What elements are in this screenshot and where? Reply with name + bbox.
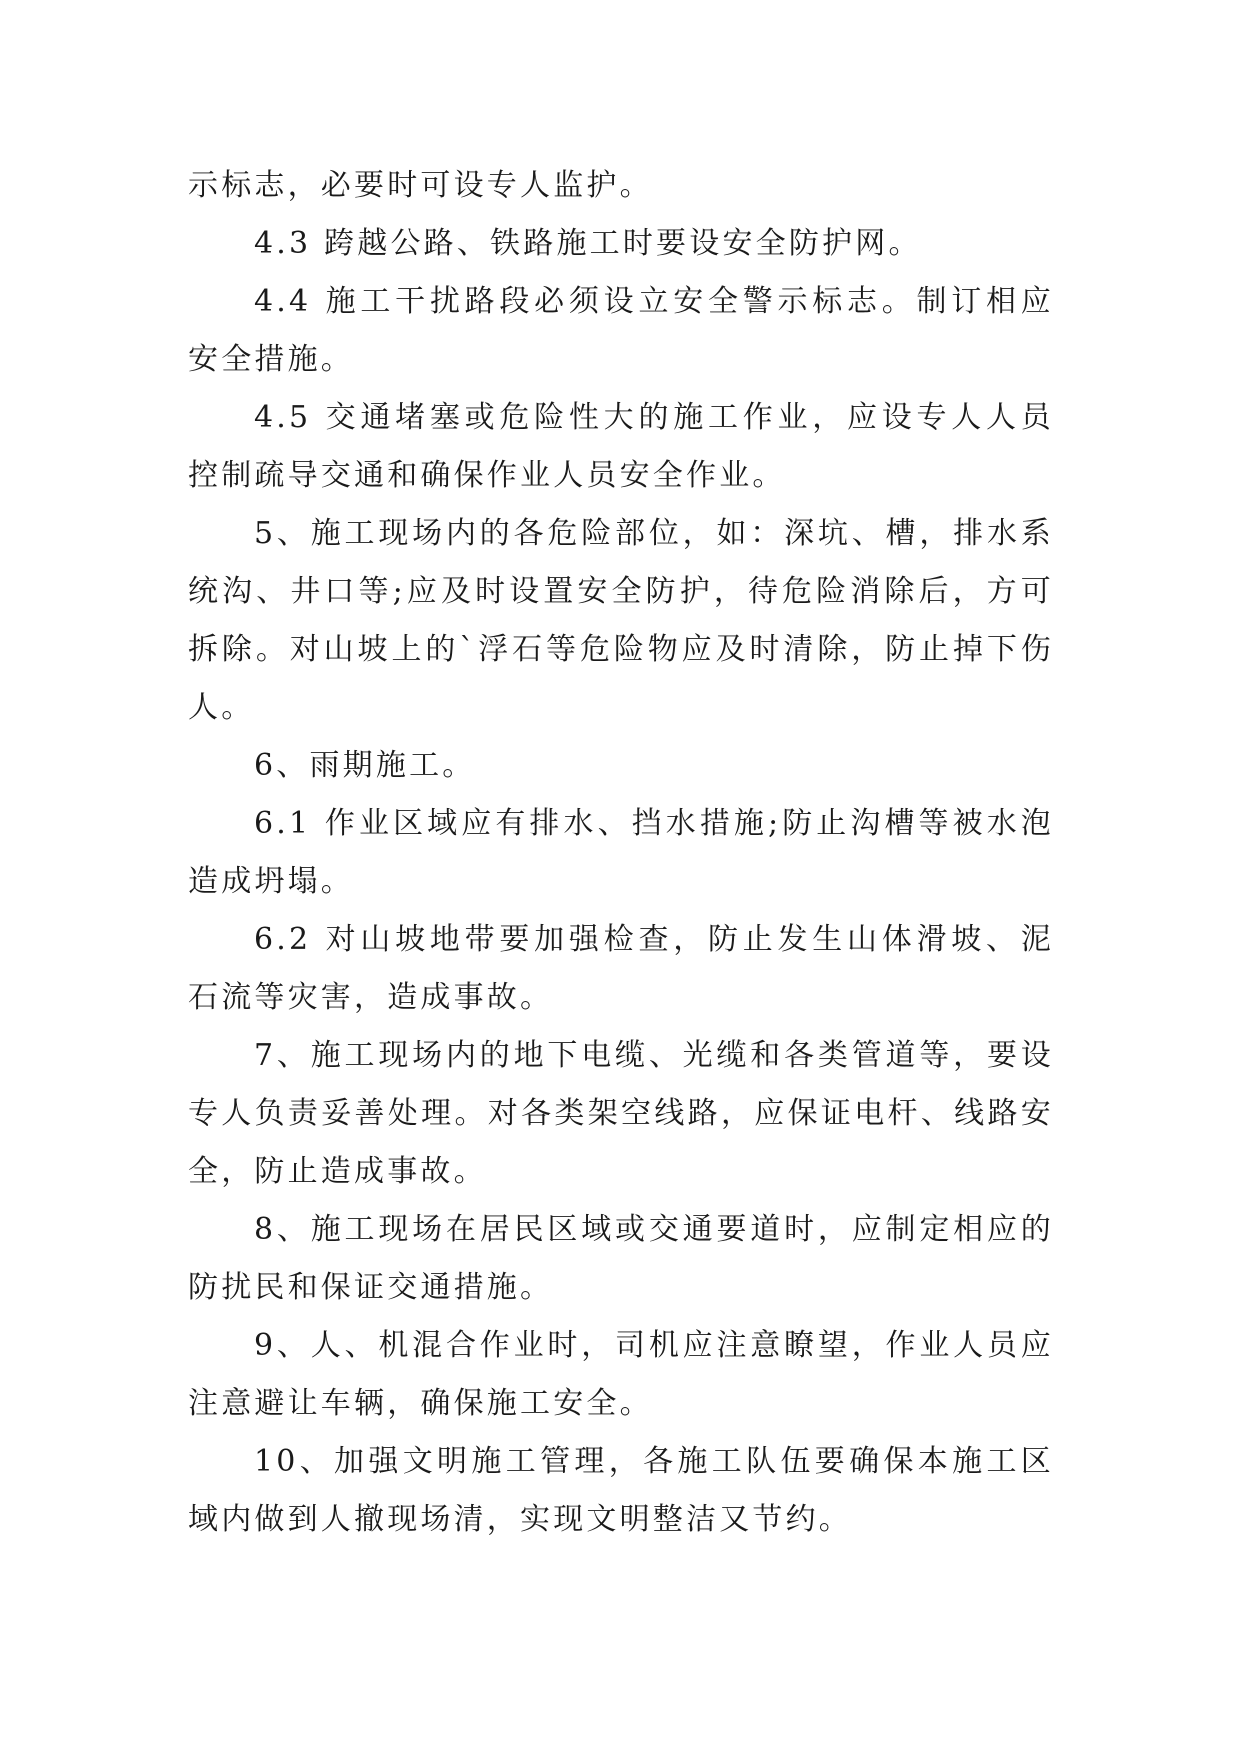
paragraph: 5、施工现场内的各危险部位，如：深坑、槽，排水系统沟、井口等;应及时设置安全防护，待危险消除后，方可拆除。对山坡上的`浮石等危险物应及时清除，防止掉下伤人。 xyxy=(188,516,1054,725)
paragraph: 10、加强文明施工管理，各施工队伍要确保本施工区域内做到人撤现场清，实现文明整洁又节约。 xyxy=(188,1444,1054,1537)
paragraph: 4.5 交通堵塞或危险性大的施工作业，应设专人人员控制疏导交通和确保作业人员安全作业。 xyxy=(188,400,1054,493)
paragraph: 6.1 作业区域应有排水、挡水措施;防止沟槽等被水泡造成坍塌。 xyxy=(188,806,1054,899)
paragraph: 9、人、机混合作业时，司机应注意瞭望，作业人员应注意避让车辆，确保施工安全。 xyxy=(188,1328,1054,1421)
document-body xyxy=(188,157,1054,1549)
paragraph: 6、雨期施工。 xyxy=(254,748,476,783)
paragraph: 8、施工现场在居民区域或交通要道时，应制定相应的防扰民和保证交通措施。 xyxy=(188,1212,1054,1305)
paragraph: 4.3 跨越公路、铁路施工时要设安全防护网。 xyxy=(254,226,922,261)
paragraph: 6.2 对山坡地带要加强检查，防止发生山体滑坡、泥石流等灾害，造成事故。 xyxy=(188,922,1054,1015)
paragraph: 示标志，必要时可设专人监护。 xyxy=(188,168,653,203)
paragraph: 4.4 施工干扰路段必须设立安全警示标志。制订相应安全措施。 xyxy=(188,284,1054,377)
paragraph: 7、施工现场内的地下电缆、光缆和各类管道等，要设专人负责妥善处理。对各类架空线路，应保证电杆、线路安全，防止造成事故。 xyxy=(188,1038,1054,1189)
